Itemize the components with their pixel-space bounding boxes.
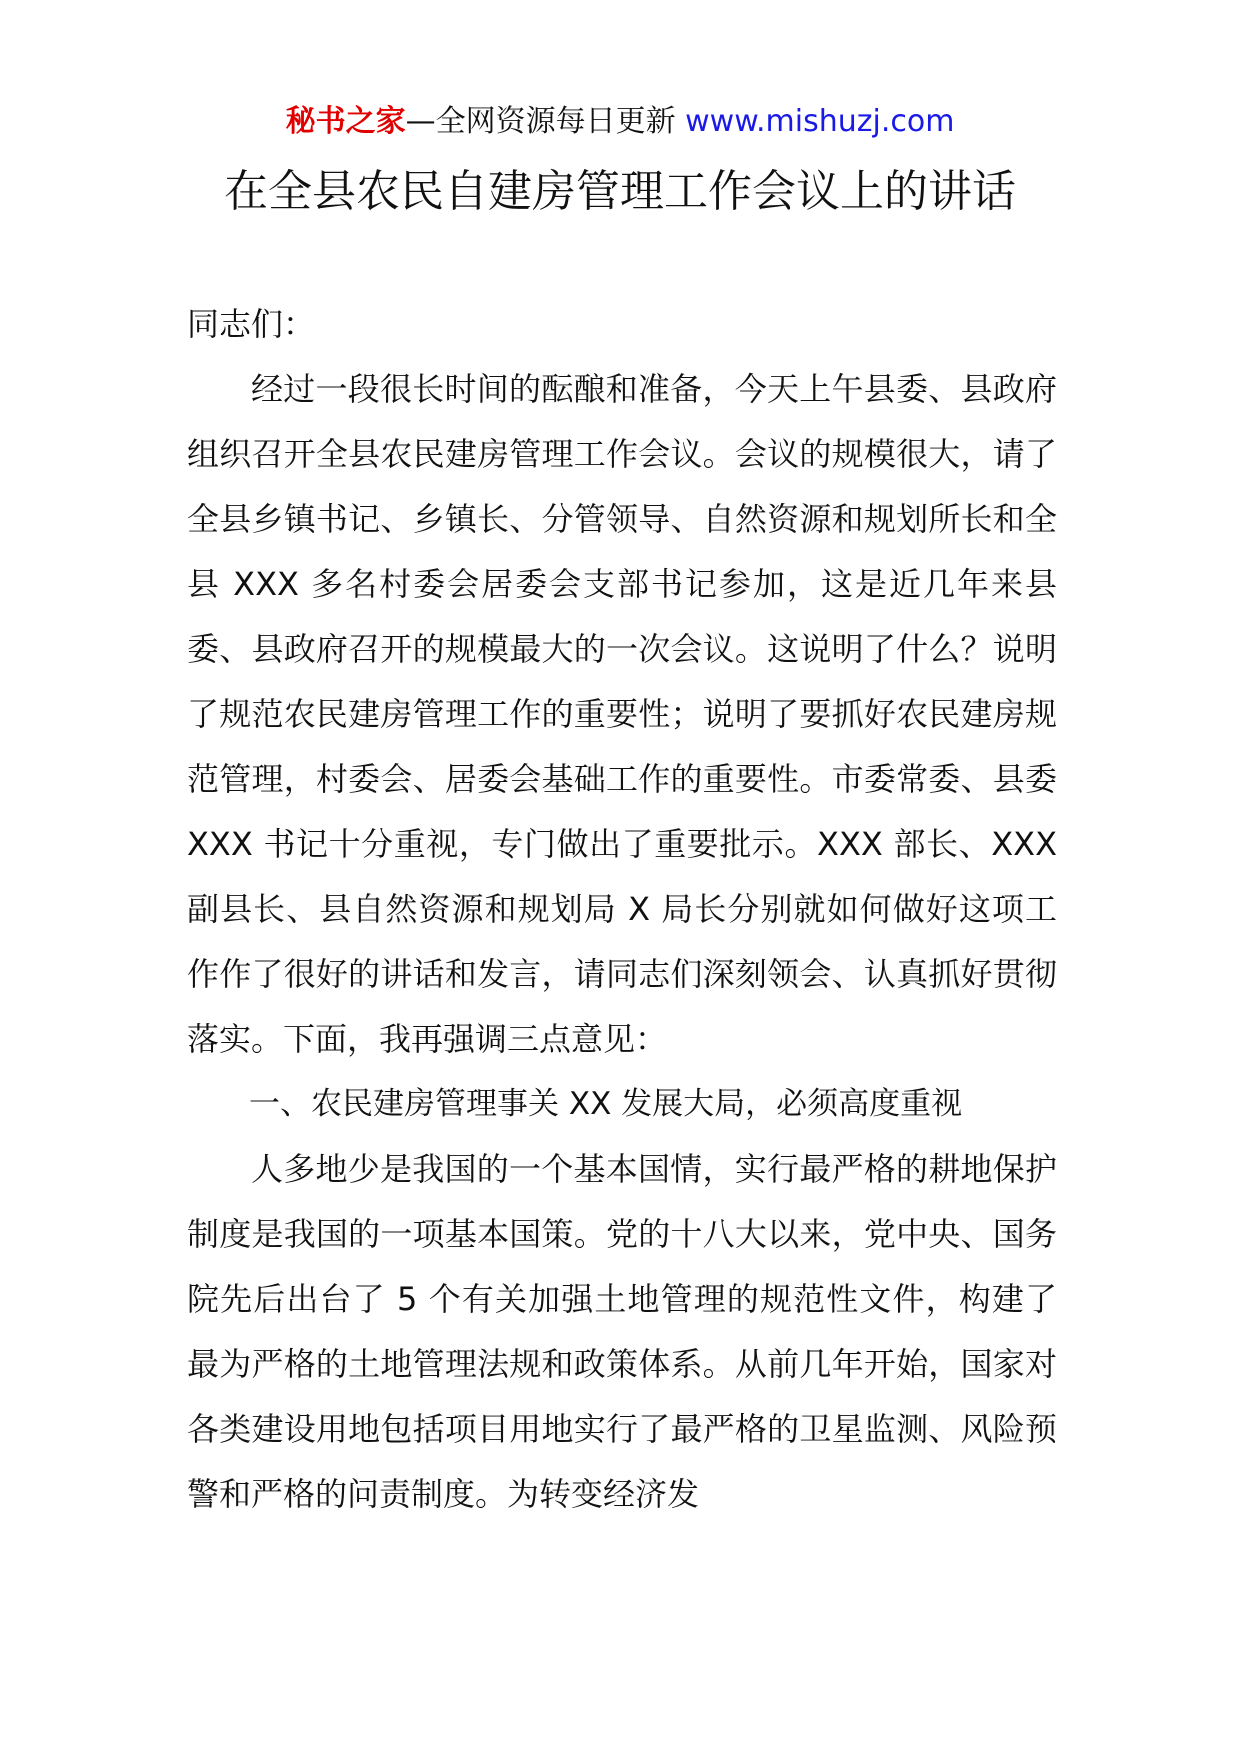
site-url[interactable]: www.mishuzj.com xyxy=(685,104,955,139)
document-body xyxy=(187,292,1057,1527)
paragraph: 经过一段很长时间的酝酿和准备，今天上午县委、县政府组织召开全县农民建房管理工作会议。会议的规模很大，请了全县乡镇书记、乡镇长、分管领导、自然资源和规划所长和全县 XXX 多名村委会居委会支部书记参加，这是近几年来县委、县政府召开的规模最大的一次会议。这说明了什么？说明了规范农民建房管理工作的重要性；说明了要抓好农民建房规范管理，村委会、居委会基础工作的重要性。市委常委、县委 XXX 书记十分重视，专门做出了重要批示。XXX 部长、XXX 副县长、县自然资源和规划局 X 局长分别就如何做好这项工作作了很好的讲话和发言，请同志们深刻领会、认真抓好贯彻落实。下面，我再强调三点意见： xyxy=(187,370,1057,1058)
document-title: 在全县农民自建房管理工作会议上的讲话 xyxy=(224,166,1016,217)
header-tagline: —全网资源每日更新 xyxy=(405,104,686,139)
site-header xyxy=(0,100,1240,144)
brand-name: 秘书之家 xyxy=(285,104,406,139)
paragraph: 人多地少是我国的一个基本国情，实行最严格的耕地保护制度是我国的一项基本国策。党的十八大以来，党中央、国务院先后出台了 5 个有关加强土地管理的规范性文件，构建了最为严格的土地管理法规和政策体系。从前几年开始，国家对各类建设用地包括项目用地实行了最严格的卫星监测、风险预警和严格的问责制度。为转变经济发 xyxy=(187,1150,1057,1513)
section-heading: 一、农民建房管理事关 XX 发展大局，必须高度重视 xyxy=(249,1086,963,1122)
salutation: 同志们： xyxy=(187,305,316,343)
